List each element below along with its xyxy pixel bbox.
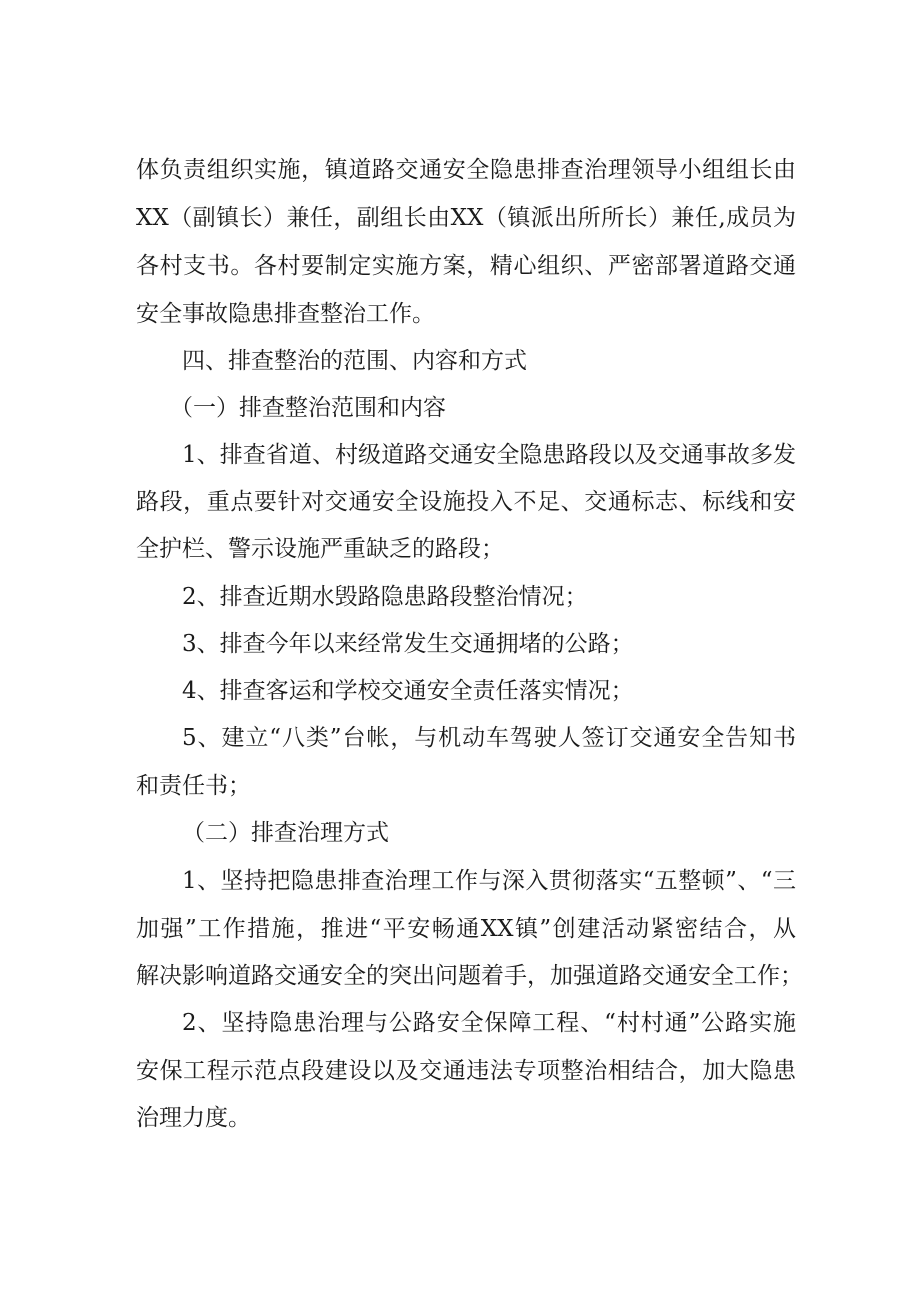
list-item-line: 加强”工作措施，推进“平安畅通XX镇”创建活动紧密结合，从 — [136, 916, 796, 942]
list-item-line: 全护栏、警示设施严重缺乏的路段； — [136, 536, 504, 562]
paragraph-line: 体负责组织实施，镇道路交通安全隐患排查治理领导小组组长由 — [136, 157, 796, 183]
list-item-line: 和责任书； — [136, 773, 251, 799]
list-item-line: 1、坚持把隐患排查治理工作与深入贯彻落实“五整顿”、“三 — [182, 868, 796, 894]
list-item-line: 1、排查省道、村级道路交通安全隐患路段以及交通事故多发 — [182, 442, 796, 468]
list-item-line: 2、排查近期水毁路隐患路段整治情况； — [182, 584, 588, 610]
paragraph-line: XX（副镇长）兼任，副组长由XX（镇派出所所长）兼任,成员为 — [136, 205, 796, 231]
list-item-line: 5、建立“八类”台帐，与机动车驾驶人签订交通安全告知书 — [182, 725, 796, 751]
section-heading: 四、排查整治的范围、内容和方式 — [182, 348, 527, 374]
list-item-line: 路段，重点要针对交通安全设施投入不足、交通标志、标线和安 — [136, 489, 796, 515]
subsection-heading: （二）排查治理方式 — [182, 820, 389, 846]
list-item-line: 安保工程示范点段建设以及交通违法专项整治相结合，加大隐患 — [136, 1058, 796, 1084]
subsection-heading: （一）排查整治范围和内容 — [170, 395, 446, 421]
list-item-line: 治理力度。 — [136, 1105, 251, 1131]
paragraph-line: 安全事故隐患排查整治工作。 — [136, 301, 435, 327]
list-item-line: 4、排查客运和学校交通安全责任落实情况； — [182, 678, 634, 704]
list-item-line: 3、排查今年以来经常发生交通拥堵的公路； — [182, 631, 634, 657]
paragraph-line: 各村支书。各村要制定实施方案，精心组织、严密部署道路交通 — [136, 253, 796, 279]
list-item-line: 2、坚持隐患治理与公路安全保障工程、“村村通”公路实施 — [182, 1010, 796, 1036]
list-item-line: 解决影响道路交通安全的突出问题着手，加强道路交通安全工作； — [136, 963, 803, 989]
